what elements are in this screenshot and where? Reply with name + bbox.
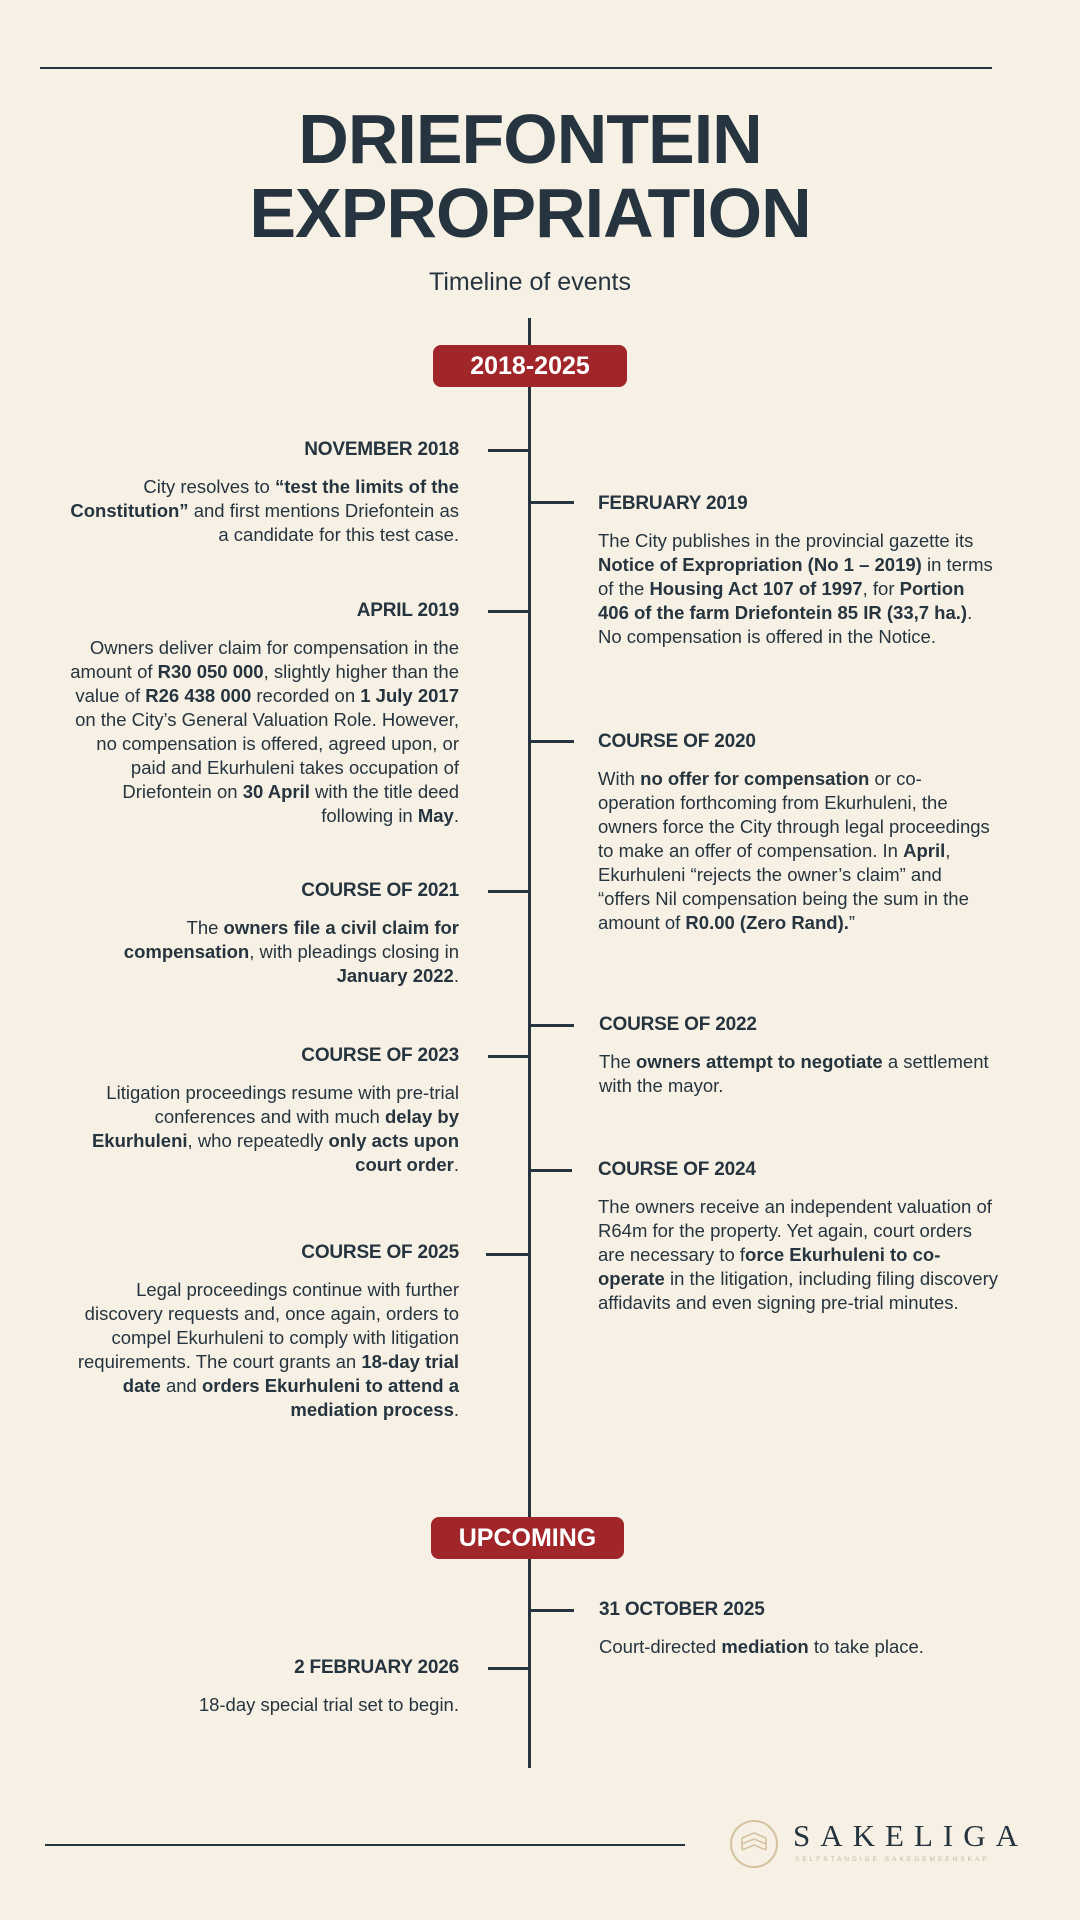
emphasis-text: R0.00 (Zero Rand).: [685, 912, 849, 933]
event-date: FEBRUARY 2019: [598, 493, 748, 514]
body-text: ”: [848, 912, 856, 933]
tick-c2022: [530, 1024, 574, 1027]
bottom-divider: [45, 1844, 685, 1846]
tick-c2021: [488, 890, 530, 893]
body-text: or co-operation forthcoming from Ekurhuleni, the owners force the City through legal proceedings to make an offer of compensation. In: [598, 768, 990, 861]
body-text: in the litigation, including filing discovery affidavits and even signing pre-trial minutes.: [598, 1268, 999, 1313]
logo-emblem-icon: [730, 1820, 778, 1868]
emphasis-text: 1 July 2017: [360, 685, 459, 706]
tick-feb2026: [488, 1667, 530, 1670]
body-text: in terms of the: [598, 554, 993, 599]
body-text: , who repeatedly: [187, 1130, 329, 1151]
logo-tagline: SELFSTANDIGE SAKEGEMEENSKAP: [795, 1856, 990, 1863]
emphasis-text: R30 050 000: [157, 661, 264, 682]
body-text: Litigation proceedings resume with pre-trial conferences and with much: [106, 1082, 459, 1127]
emphasis-text: 18-day trial date: [122, 1351, 459, 1396]
emphasis-text: “test the limits of the Constitution”: [70, 476, 459, 521]
emphasis-text: Portion 406 of the farm Driefontein 85 IR (33,7 ha.): [598, 578, 968, 623]
tick-oct2025: [530, 1609, 574, 1612]
tick-c2024: [530, 1169, 572, 1172]
event-description: [59, 1278, 459, 1422]
emphasis-text: orce Ekurhuleni to co-operate: [598, 1244, 941, 1289]
event-description: [59, 636, 459, 828]
body-text: The owners receive an independent valuation of R64m for the property. Yet again, court orders are necessary to f: [598, 1196, 992, 1265]
event-oct2025: [599, 1599, 999, 1659]
body-text: Owners deliver claim for compensation in the amount of: [70, 637, 459, 682]
body-text: .: [453, 1154, 459, 1175]
emphasis-text: orders Ekurhuleni to attend a mediation process: [202, 1375, 459, 1420]
emphasis-text: January 2022: [336, 965, 454, 986]
body-text: and first mentions Driefontein as a candidate for this test case.: [188, 500, 459, 545]
body-text: The: [186, 917, 224, 938]
emphasis-text: delay by Ekurhuleni: [91, 1106, 459, 1151]
page-title: [0, 102, 1060, 250]
emphasis-text: April: [903, 840, 946, 861]
event-date: COURSE OF 2020: [598, 731, 756, 752]
event-c2022: [599, 1014, 999, 1098]
emphasis-text: Housing Act 107 of 1997: [649, 578, 863, 599]
event-c2020: [598, 731, 998, 935]
event-date: COURSE OF 2025: [301, 1242, 459, 1263]
tick-c2025: [486, 1253, 530, 1256]
body-text: With: [598, 768, 641, 789]
body-text: .: [453, 1399, 459, 1420]
emphasis-text: May: [417, 805, 454, 826]
emphasis-text: no offer for compensation: [640, 768, 870, 789]
emphasis-text: owners file a civil claim for compensation: [123, 917, 459, 962]
body-text: , for: [862, 578, 900, 599]
event-description: [599, 1050, 999, 1098]
event-feb2019: [598, 493, 998, 649]
body-text: to take place.: [808, 1636, 924, 1657]
body-text: The: [599, 1051, 637, 1072]
event-date: APRIL 2019: [356, 600, 459, 621]
emphasis-text: only acts upon court order: [328, 1130, 459, 1175]
body-text: on the City’s General Valuation Role. However, no compensation is offered, agreed upon, or paid and Ekurhuleni takes occupation of Driefontein on: [75, 709, 459, 802]
body-text: and: [160, 1375, 202, 1396]
top-divider: [40, 67, 992, 69]
tick-apr2019: [488, 610, 530, 613]
event-description: [598, 1195, 998, 1315]
body-text: 18-day special trial set to begin.: [198, 1694, 459, 1715]
event-c2024: [598, 1159, 998, 1315]
event-c2023: [59, 1045, 459, 1177]
emphasis-text: Notice of Expropriation (No 1 – 2019): [598, 554, 922, 575]
sakeliga-logo: [728, 1818, 1028, 1874]
event-description: [59, 475, 459, 547]
title-line-2: EXPROPRIATION: [249, 174, 811, 252]
event-date: COURSE OF 2022: [599, 1014, 757, 1035]
event-date: COURSE OF 2024: [598, 1159, 756, 1180]
event-description: [59, 916, 459, 988]
title-line-1: DRIEFONTEIN: [298, 100, 762, 178]
tick-nov2018: [488, 449, 530, 452]
event-description: [59, 1693, 459, 1717]
emphasis-text: owners attempt to negotiate: [636, 1051, 883, 1072]
event-date: COURSE OF 2023: [301, 1045, 459, 1066]
body-text: a settlement with the mayor.: [599, 1051, 989, 1096]
event-date: 31 OCTOBER 2025: [599, 1599, 765, 1620]
event-nov2018: [59, 439, 459, 547]
event-description: [598, 529, 998, 649]
body-text: Court-directed: [599, 1636, 722, 1657]
logo-name: SAKELIGA: [793, 1818, 1028, 1853]
event-c2025: [59, 1242, 459, 1422]
tick-feb2019: [530, 501, 574, 504]
event-feb2026: [59, 1657, 459, 1717]
event-date: 2 FEBRUARY 2026: [294, 1657, 459, 1678]
body-text: with the title deed following in: [309, 781, 459, 826]
body-text: , slightly higher than the value of: [75, 661, 459, 706]
emphasis-text: R26 438 000: [145, 685, 252, 706]
event-c2021: [59, 880, 459, 988]
emphasis-text: mediation: [721, 1636, 809, 1657]
body-text: City resolves to: [143, 476, 275, 497]
body-text: recorded on: [251, 685, 361, 706]
body-text: . No compensation is offered in the Notice.: [598, 602, 973, 647]
event-description: [598, 767, 998, 935]
event-date: COURSE OF 2021: [301, 880, 459, 901]
body-text: The City publishes in the provincial gazette its: [598, 530, 974, 551]
body-text: , Ekurhuleni “rejects the owner’s claim” and “offers Nil compensation being the sum in the amount of: [598, 840, 969, 933]
event-date: NOVEMBER 2018: [304, 439, 459, 460]
page-subtitle: Timeline of events: [429, 268, 631, 296]
emphasis-text: 30 April: [242, 781, 310, 802]
tick-c2023: [488, 1055, 530, 1058]
period-badge: 2018-2025: [433, 345, 627, 387]
upcoming-badge: UPCOMING: [431, 1517, 624, 1559]
body-text: , with pleadings closing in: [249, 941, 459, 962]
event-description: [59, 1081, 459, 1177]
body-text: .: [453, 805, 459, 826]
event-description: [599, 1635, 999, 1659]
tick-c2020: [530, 740, 574, 743]
event-apr2019: [59, 600, 459, 828]
body-text: Legal proceedings continue with further discovery requests and, once again, orders to compel Ekurhuleni to comply with litigation requirements. The court grants an: [77, 1279, 459, 1372]
body-text: .: [453, 965, 459, 986]
